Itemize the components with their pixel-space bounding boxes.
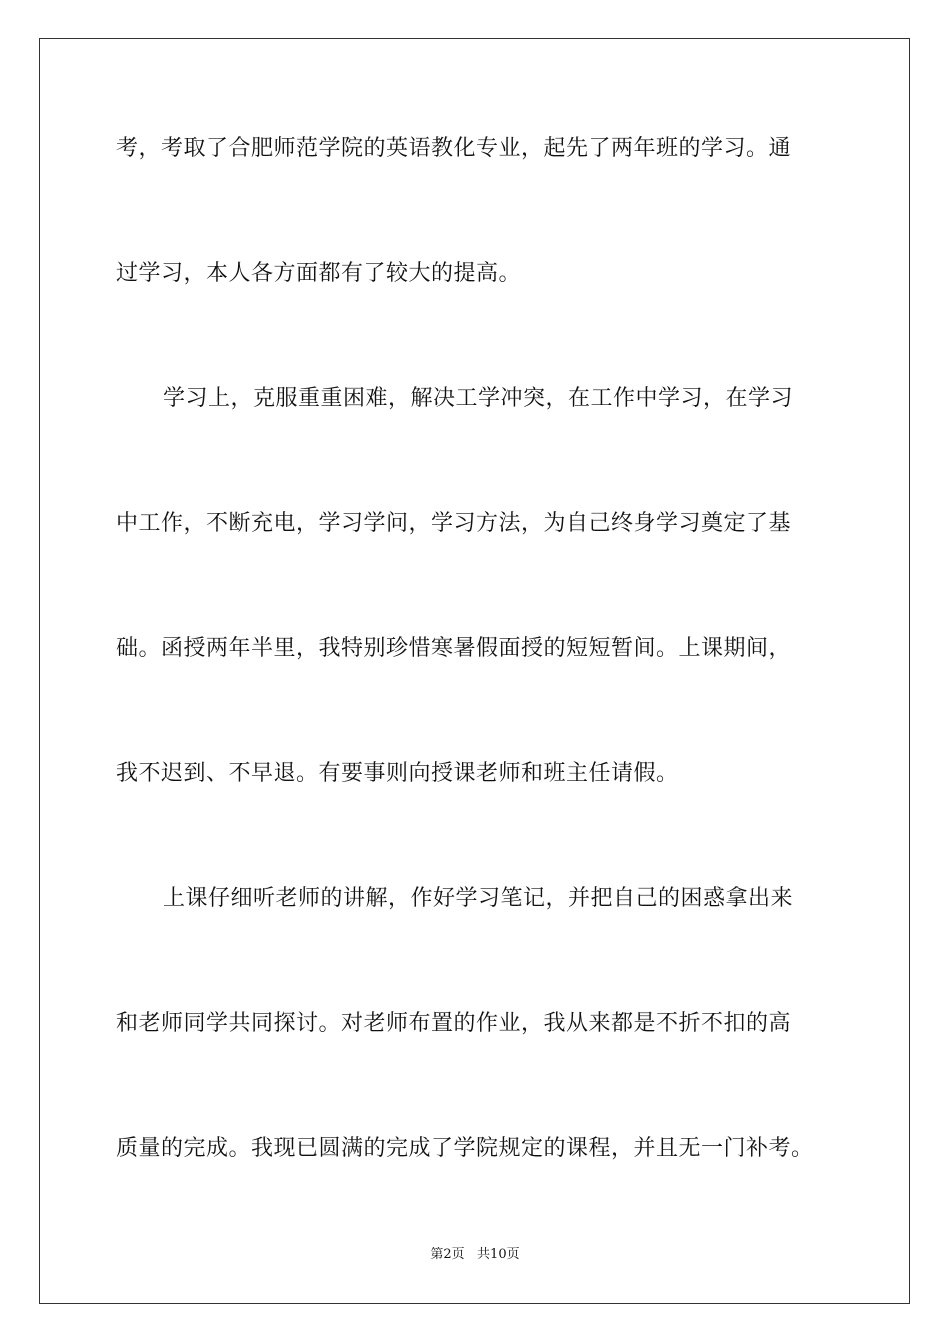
text-line: 考，考取了合肥师范学院的英语教化专业，起先了两年班的学习。通 bbox=[116, 136, 792, 161]
text-line: 质量的完成。我现已圆满的完成了学院规定的课程，并且无一门补考。 bbox=[116, 1136, 814, 1161]
paragraph-first-line: 上课仔细听老师的讲解，作好学习笔记，并把自己的困惑拿出来 bbox=[163, 886, 794, 911]
text-line: 础。函授两年半里，我特别珍惜寒暑假面授的短短暂间。上课期间， bbox=[116, 636, 792, 661]
text-line: 中工作，不断充电，学习学问，学习方法，为自己终身学习奠定了基 bbox=[116, 511, 792, 536]
text-line: 过学习，本人各方面都有了较大的提高。 bbox=[116, 261, 522, 286]
text-line: 和老师同学共同探讨。对老师布置的作业，我从来都是不折不扣的高 bbox=[116, 1011, 792, 1036]
page-border bbox=[39, 38, 910, 1304]
paragraph-first-line: 学习上，克服重重困难，解决工学冲突，在工作中学习，在学习 bbox=[163, 386, 794, 411]
text-line: 我不迟到、不早退。有要事则向授课老师和班主任请假。 bbox=[116, 761, 679, 786]
page-footer: 第2页 共10页 bbox=[430, 1247, 520, 1262]
